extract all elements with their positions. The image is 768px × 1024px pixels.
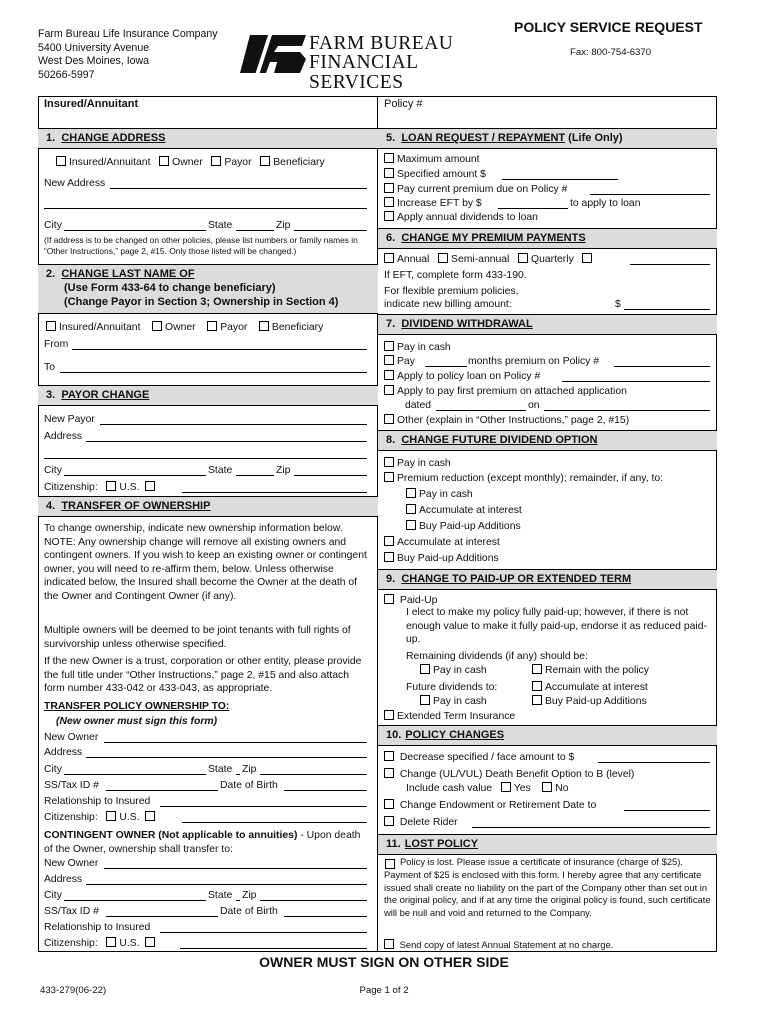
s4-ssn-label: SS/Tax ID #: [44, 780, 99, 791]
s4-co-other-checkbox[interactable]: [145, 937, 155, 947]
logo-text-farm-bureau: FARM BUREAU: [309, 33, 454, 54]
s5-specified-amount: Specified amount $: [384, 168, 486, 181]
s3-citizenship: Citizenship: U.S.: [44, 481, 158, 494]
s9-paid-up-text: I elect to make my policy fully paid-up; however, if there is not enough value to make it fully paid-up, endorse it as reduced paid-up.: [406, 607, 707, 645]
s4-dob-line[interactable]: [284, 790, 367, 791]
s6-other-checkbox[interactable]: [582, 253, 592, 263]
s9-extended-term-checkbox[interactable]: [384, 710, 394, 720]
s4-state-line[interactable]: [236, 774, 240, 775]
s4-other-checkbox[interactable]: [145, 811, 155, 821]
s4-co-new-owner-label: New Owner: [44, 858, 99, 869]
farm-bureau-logo: [240, 32, 515, 93]
s4-city-line[interactable]: [64, 774, 206, 775]
s6-annual-checkbox[interactable]: [384, 253, 394, 263]
s8-sub-pay-cash: Pay in cash: [406, 488, 473, 501]
s7-months-line[interactable]: [425, 366, 467, 367]
s3-city-line[interactable]: [64, 475, 206, 476]
s6-other-line[interactable]: [630, 264, 710, 265]
s4-paragraph-2: Multiple owners will be deemed to be joint tenants with full rights of survivorship unless otherwise specified.: [44, 625, 351, 650]
s5-maximum-amount: Maximum amount: [384, 153, 480, 166]
section-8-title: CHANGE FUTURE DIVIDEND OPTION: [401, 434, 598, 446]
s9-fut-accumulate: Accumulate at interest: [532, 681, 648, 694]
s3-citizenship-other-line[interactable]: [182, 492, 367, 493]
s4-transfer-subtitle: (New owner must sign this form): [56, 716, 218, 727]
s7-apply-first-premium: Apply to pay first premium on attached application: [384, 385, 627, 398]
section-5-header: 5. LOAN REQUEST / REPAYMENT (Life Only): [378, 128, 717, 149]
s3-address-label: Address: [44, 431, 83, 442]
s8-pay-cash-checkbox[interactable]: [384, 457, 394, 467]
s11-annual-statement: Send copy of latest Annual Statement at no charge.: [384, 938, 613, 951]
s4-co-ssn-line[interactable]: [106, 916, 218, 917]
s4-co-state-line[interactable]: [236, 900, 240, 901]
section-2-title: CHANGE LAST NAME OF: [61, 268, 195, 280]
s4-co-ssn-label: SS/Tax ID #: [44, 906, 99, 917]
s8-buy-additions: Buy Paid-up Additions: [384, 552, 499, 565]
s5-increase-eft: Increase EFT by $: [384, 197, 482, 210]
s11-annual-statement-checkbox[interactable]: [384, 939, 394, 949]
s9-fut-buy-checkbox[interactable]: [532, 695, 542, 705]
s5-eft-amount-line[interactable]: [498, 208, 568, 209]
s6-dollar-sign: $: [615, 299, 621, 310]
s2-from-label: From: [44, 339, 69, 350]
section-6-title: CHANGE MY PREMIUM PAYMENTS: [401, 232, 586, 244]
s4-zip-label: Zip: [242, 764, 257, 775]
s9-rem-pay-cash-checkbox[interactable]: [420, 664, 430, 674]
section-10-header: 10. POLICY CHANGES: [378, 725, 717, 746]
s4-new-owner-label: New Owner: [44, 732, 99, 743]
s9-fut-buy: Buy Paid-up Additions: [532, 695, 647, 708]
s10-endowment-date-line[interactable]: [624, 810, 710, 811]
section-4-header: 4. TRANSFER OF OWNERSHIP: [38, 496, 378, 517]
s7-apply-first-checkbox[interactable]: [384, 385, 394, 395]
s4-dob-label: Date of Birth: [220, 780, 278, 791]
s7-months-label: months premium on Policy #: [468, 356, 600, 367]
section-3-title: PAYOR CHANGE: [61, 389, 150, 401]
s7-dated-label: dated: [405, 400, 432, 411]
s4-address-label: Address: [44, 747, 83, 758]
s4-paragraph-1: To change ownership, indicate new ownership information below. NOTE: Any ownership change will remove all existing owners and contingent owners. If you wish to keep an existing owner or contingent owner, you will need to re-affirm them, below. Unless otherwise indicated below, the Insured shall become the Owner at the death of the Owner and Contingent Owner (if any).: [44, 523, 367, 602]
s10-change-db-checkbox[interactable]: [384, 768, 394, 778]
s7-pay-cash-checkbox[interactable]: [384, 341, 394, 351]
s7-months-policy-line[interactable]: [614, 366, 710, 367]
policy-number-label: Policy #: [384, 98, 423, 110]
s7-loan-policy-line[interactable]: [562, 381, 710, 382]
s4-paragraph-3: If the new Owner is a trust, corporation or other entity, please provide the full title under “Other Instructions,” page 2, #15 and also attach form number 433-042 or 433-043, as appropriate.: [44, 656, 362, 694]
s2-insured-checkbox[interactable]: [46, 321, 56, 331]
section-2-header: 2. CHANGE LAST NAME OF (Use Form 433-64 to change beneficiary) (Change Payor in Section 3; Ownership in Section 4): [38, 264, 378, 314]
s2-payor-checkbox[interactable]: [207, 321, 217, 331]
s3-us-checkbox[interactable]: [106, 481, 116, 491]
s7-pay-months: Pay: [384, 355, 415, 368]
s1-new-address-line2[interactable]: [44, 208, 367, 209]
s1-city-label: City: [44, 220, 62, 231]
s4-co-us-checkbox[interactable]: [106, 937, 116, 947]
s9-paid-up-checkbox[interactable]: [384, 594, 394, 604]
s5-pay-current-premium: Pay current premium due on Policy #: [384, 183, 567, 196]
s3-state-label: State: [208, 465, 233, 476]
s3-state-line[interactable]: [236, 475, 274, 476]
s4-address-line[interactable]: [86, 757, 367, 758]
s8-sub-accumulate: Accumulate at interest: [406, 504, 522, 517]
company-address: [38, 28, 218, 82]
s3-address-line2[interactable]: [44, 458, 367, 459]
owner-sign-warning: OWNER MUST SIGN ON OTHER SIDE: [259, 954, 509, 970]
s8-accumulate-checkbox[interactable]: [384, 536, 394, 546]
s2-to-line[interactable]: [60, 372, 367, 373]
s10-decrease-amount-line[interactable]: [598, 762, 710, 763]
s1-insured-checkbox[interactable]: [56, 156, 66, 166]
form-title: POLICY SERVICE REQUEST: [514, 19, 703, 35]
s4-co-dob-label: Date of Birth: [220, 906, 278, 917]
s9-remaining-label: Remaining dividends (if any) should be:: [406, 651, 588, 662]
s6-frequency-options: Annual Semi-annual Quarterly: [384, 253, 595, 266]
s2-to-label: To: [44, 362, 55, 373]
s10-delete-rider-checkbox[interactable]: [384, 816, 394, 826]
s4-contingent-owner-text: CONTINGENT OWNER (Not applicable to annuities) - Upon death of the Owner, ownership shall transfer to:: [44, 830, 361, 855]
s4-citizenship: Citizenship: U.S.: [44, 811, 158, 824]
s10-endowment: Change Endowment or Retirement Date to: [384, 799, 596, 812]
section-1-header: 1. CHANGE ADDRESS: [38, 128, 378, 149]
section-6-header: 6. CHANGE MY PREMIUM PAYMENTS: [378, 228, 717, 249]
s4-new-owner-line[interactable]: [104, 742, 367, 743]
s8-premium-reduction: Premium reduction (except monthly); remainder, if any, to:: [384, 472, 663, 485]
s5-maximum-checkbox[interactable]: [384, 153, 394, 163]
s4-us-checkbox[interactable]: [106, 811, 116, 821]
section-9-title: CHANGE TO PAID-UP OR EXTENDED TERM: [401, 573, 632, 585]
s1-owner-checkbox[interactable]: [159, 156, 169, 166]
s2-owner-checkbox[interactable]: [152, 321, 162, 331]
s4-co-zip-line[interactable]: [260, 900, 367, 901]
s4-co-new-owner-line[interactable]: [104, 868, 367, 869]
s3-new-payor-label: New Payor: [44, 414, 95, 425]
s8-premium-reduction-checkbox[interactable]: [384, 472, 394, 482]
s4-relationship-label: Relationship to Insured: [44, 796, 151, 807]
s10-yes-checkbox[interactable]: [501, 782, 511, 792]
s2-options: Insured/Annuitant Owner Payor Beneficiary: [46, 321, 323, 334]
s6-semi-annual-checkbox[interactable]: [438, 253, 448, 263]
s8-sub-accumulate-checkbox[interactable]: [406, 504, 416, 514]
s2-subtitle-1: (Use Form 433-64 to change beneficiary): [64, 282, 276, 294]
city-state: West Des Moines, Iowa: [38, 55, 150, 68]
s4-co-dob-line[interactable]: [284, 916, 367, 917]
section-7-header: 7. DIVIDEND WITHDRAWAL: [378, 314, 717, 335]
s10-rider-line[interactable]: [472, 827, 710, 828]
s5-increase-eft-checkbox[interactable]: [384, 197, 394, 207]
s4-co-city-line[interactable]: [64, 900, 206, 901]
s3-city-label: City: [44, 465, 62, 476]
s2-subtitle-2: (Change Payor in Section 3; Ownership in Section 4): [64, 296, 339, 308]
s1-payor-checkbox[interactable]: [211, 156, 221, 166]
s4-co-citizenship: Citizenship: U.S.: [44, 937, 158, 950]
s10-delete-rider: Delete Rider: [384, 816, 458, 829]
section-5-title: LOAN REQUEST / REPAYMENT: [401, 132, 566, 144]
page-number: Page 1 of 2: [359, 985, 409, 996]
s1-new-address-label: New Address: [44, 178, 106, 189]
s2-from-line[interactable]: [72, 349, 367, 350]
s10-change-db: Change (UL/VUL) Death Benefit Option to B (level): [384, 768, 634, 781]
s4-state-label: State: [208, 764, 233, 775]
section-4-title: TRANSFER OF OWNERSHIP: [61, 500, 211, 512]
s3-new-payor-line[interactable]: [100, 424, 367, 425]
s4-transfer-title: TRANSFER POLICY OWNERSHIP TO:: [44, 701, 230, 712]
s7-pay-cash: Pay in cash: [384, 341, 451, 354]
s1-city-line[interactable]: [64, 230, 206, 231]
s6-flexible-note: For flexible premium policies,: [384, 286, 519, 297]
s6-billing-amount-line[interactable]: [624, 309, 710, 310]
s2-beneficiary-checkbox[interactable]: [259, 321, 269, 331]
s7-other-checkbox[interactable]: [384, 414, 394, 424]
s9-rem-remain: Remain with the policy: [532, 664, 649, 677]
s1-state-label: State: [208, 220, 233, 231]
s8-accumulate: Accumulate at interest: [384, 536, 500, 549]
section-11-title: LOST POLICY: [404, 838, 479, 850]
s11-lost-policy-text: Policy is lost. Please issue a certificate of insurance (charge of $25). Payment of $25 is enclosed with this form. I hereby agree that any certificate issued shall create no liability on the part of the Company other than set out in the original policy, and if at any time the original policy is found, such certificate will be null and void and returned to the Company.: [384, 856, 711, 919]
street-address: 5400 University Avenue: [38, 41, 150, 54]
s4-citizenship-other-line[interactable]: [182, 822, 367, 823]
s4-co-relationship-line[interactable]: [160, 932, 367, 933]
s4-co-address-label: Address: [44, 874, 83, 885]
s7-pay-months-checkbox[interactable]: [384, 355, 394, 365]
section-9-header: 9. CHANGE TO PAID-UP OR EXTENDED TERM: [378, 569, 717, 590]
form-number: 433-279(06-22): [40, 985, 107, 996]
s9-rem-remain-checkbox[interactable]: [532, 664, 542, 674]
s3-other-checkbox[interactable]: [145, 481, 155, 491]
s7-on-label: on: [528, 400, 540, 411]
section-3-header: 3. PAYOR CHANGE: [38, 385, 378, 406]
s5-eft-suffix: to apply to loan: [570, 198, 641, 209]
s9-rem-pay-cash: Pay in cash: [420, 664, 487, 677]
s4-relationship-line[interactable]: [160, 806, 367, 807]
s5-policy-number-line[interactable]: [590, 194, 710, 195]
s1-new-address-line1[interactable]: [110, 188, 367, 189]
s9-extended-term: Extended Term Insurance: [384, 710, 515, 723]
fb-logo-mark-icon: [240, 35, 306, 73]
s5-pay-premium-checkbox[interactable]: [384, 183, 394, 193]
s4-city-label: City: [44, 764, 62, 775]
s10-decrease: Decrease specified / face amount to $: [384, 751, 574, 764]
s5-specified-checkbox[interactable]: [384, 168, 394, 178]
section-8-header: 8. CHANGE FUTURE DIVIDEND OPTION: [378, 430, 717, 451]
column-divider: [377, 96, 378, 952]
s7-dated-line[interactable]: [436, 410, 526, 411]
s4-co-citizenship-other-line[interactable]: [180, 948, 367, 949]
s5-specified-amount-line[interactable]: [502, 179, 618, 180]
s9-fut-pay-cash-checkbox[interactable]: [420, 695, 430, 705]
postal-code: 50266-5997: [38, 68, 95, 81]
s10-no-checkbox[interactable]: [542, 782, 552, 792]
s8-sub-buy-checkbox[interactable]: [406, 520, 416, 530]
s4-contingent-owner-title: CONTINGENT OWNER (Not applicable to annuities): [44, 830, 298, 841]
s3-zip-label: Zip: [276, 465, 291, 476]
s8-pay-cash: Pay in cash: [384, 457, 451, 470]
s1-zip-line[interactable]: [294, 230, 367, 231]
s9-fut-pay-cash: Pay in cash: [420, 695, 487, 708]
s7-apply-loan-checkbox[interactable]: [384, 370, 394, 380]
s3-address-line1[interactable]: [86, 441, 367, 442]
s4-co-relationship-label: Relationship to Insured: [44, 922, 151, 933]
s5-apply-dividends: Apply annual dividends to loan: [384, 211, 538, 224]
s6-eft-note: If EFT, complete form 433-190.: [384, 270, 527, 281]
s7-on-line[interactable]: [544, 410, 710, 411]
s4-co-address-line[interactable]: [86, 884, 367, 885]
s4-co-city-label: City: [44, 890, 62, 901]
s4-zip-line[interactable]: [260, 774, 367, 775]
s10-include-cash-value: Include cash value Yes No: [406, 783, 569, 794]
s6-billing-amount-label: indicate new billing amount:: [384, 299, 512, 310]
s10-decrease-checkbox[interactable]: [384, 751, 394, 761]
s1-note: (If address is to be changed on other policies, please list numbers or family names in “Other Instructions,” page 2, #15. Only those listed will be changed.): [44, 235, 358, 256]
s4-co-state-label: State: [208, 890, 233, 901]
s4-co-zip-label: Zip: [242, 890, 257, 901]
logo-text-financial-services: FINANCIAL SERVICES: [309, 52, 418, 93]
section-10-title: POLICY CHANGES: [405, 729, 505, 741]
s7-other: Other (explain in “Other Instructions,” page 2, #15): [384, 414, 629, 427]
s3-zip-line[interactable]: [294, 475, 367, 476]
s8-sub-buy: Buy Paid-up Additions: [406, 520, 521, 533]
fax-number: Fax: 800-754-6370: [570, 47, 652, 58]
s5-apply-dividends-checkbox[interactable]: [384, 211, 394, 221]
s8-buy-additions-checkbox[interactable]: [384, 552, 394, 562]
s1-zip-label: Zip: [276, 220, 291, 231]
s9-fut-accumulate-checkbox[interactable]: [532, 681, 542, 691]
s1-options: Insured/Annuitant Owner Payor Beneficiary: [56, 156, 325, 169]
company-name: Farm Bureau Life Insurance Company: [38, 28, 218, 40]
section-1-title: CHANGE ADDRESS: [61, 132, 166, 144]
s4-ssn-line[interactable]: [106, 790, 218, 791]
s7-apply-loan: Apply to policy loan on Policy #: [384, 370, 540, 383]
section-11-header: 11. LOST POLICY: [378, 834, 717, 855]
section-7-title: DIVIDEND WITHDRAWAL: [401, 318, 533, 330]
insured-annuitant-label: Insured/Annuitant: [44, 98, 139, 110]
s10-endowment-checkbox[interactable]: [384, 799, 394, 809]
s9-future-label: Future dividends to:: [406, 682, 498, 693]
s1-state-line[interactable]: [236, 230, 274, 231]
s8-sub-pay-cash-checkbox[interactable]: [406, 488, 416, 498]
s9-paid-up: Paid-Up: [384, 594, 437, 607]
s1-beneficiary-checkbox[interactable]: [260, 156, 270, 166]
s6-quarterly-checkbox[interactable]: [518, 253, 528, 263]
